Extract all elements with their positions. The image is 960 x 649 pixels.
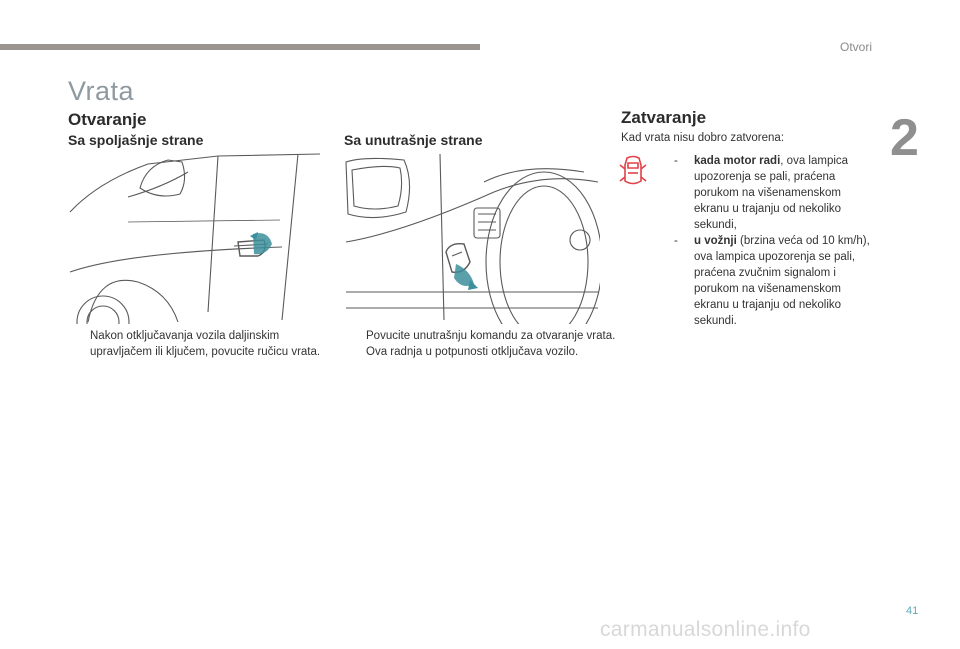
watermark: carmanualsonline.info xyxy=(600,618,811,641)
section-name: Otvori xyxy=(840,40,873,54)
closing-item-text: (brzina veća od 10 km/h), ova lampica upozorenja se pali, praćena zvučnim signalom i porukom na višenamenskom ekranu u trajanju od nekoliko sekundi. xyxy=(694,235,870,327)
closing-item-bold: kada motor radi xyxy=(694,155,781,167)
dash-marker: - xyxy=(674,155,678,167)
closing-item-bold: u vožnji xyxy=(694,235,737,247)
door-open-warning-icon xyxy=(618,155,648,189)
interior-door-release-illustration xyxy=(344,152,600,324)
inside-heading: Sa unutrašnje strane xyxy=(344,132,483,148)
inside-instruction-text: Povucite unutrašnju komandu za otvaranje vrata. Ova radnja u potpunosti otključava vozilo. xyxy=(366,330,616,358)
chapter-number: 2 xyxy=(890,109,919,167)
closing-list xyxy=(674,153,874,329)
outside-instruction xyxy=(72,328,322,360)
closing-item-driving xyxy=(674,233,874,329)
inside-instruction xyxy=(348,328,616,360)
opening-heading: Otvaranje xyxy=(68,110,147,129)
closing-item-text: , ova lampica upozorenja se pali, praćena porukom na višenamenskom ekranu u trajanju od nekoliko sekundi, xyxy=(694,155,849,231)
outside-heading: Sa spoljašnje strane xyxy=(68,132,204,148)
top-rule xyxy=(0,44,480,50)
page-title: Vrata xyxy=(68,76,135,106)
closing-heading: Zatvaranje xyxy=(621,108,707,127)
dash-marker: - xyxy=(674,235,678,247)
page-number: 41 xyxy=(906,605,919,617)
exterior-door-handle-illustration xyxy=(68,152,324,324)
closing-intro: Kad vrata nisu dobro zatvorena: xyxy=(621,132,785,144)
outside-instruction-text: Nakon otključavanja vozila daljinskim upravljačem ili ključem, povucite ručicu vrata. xyxy=(90,330,321,358)
closing-item-engine-running xyxy=(674,153,874,233)
